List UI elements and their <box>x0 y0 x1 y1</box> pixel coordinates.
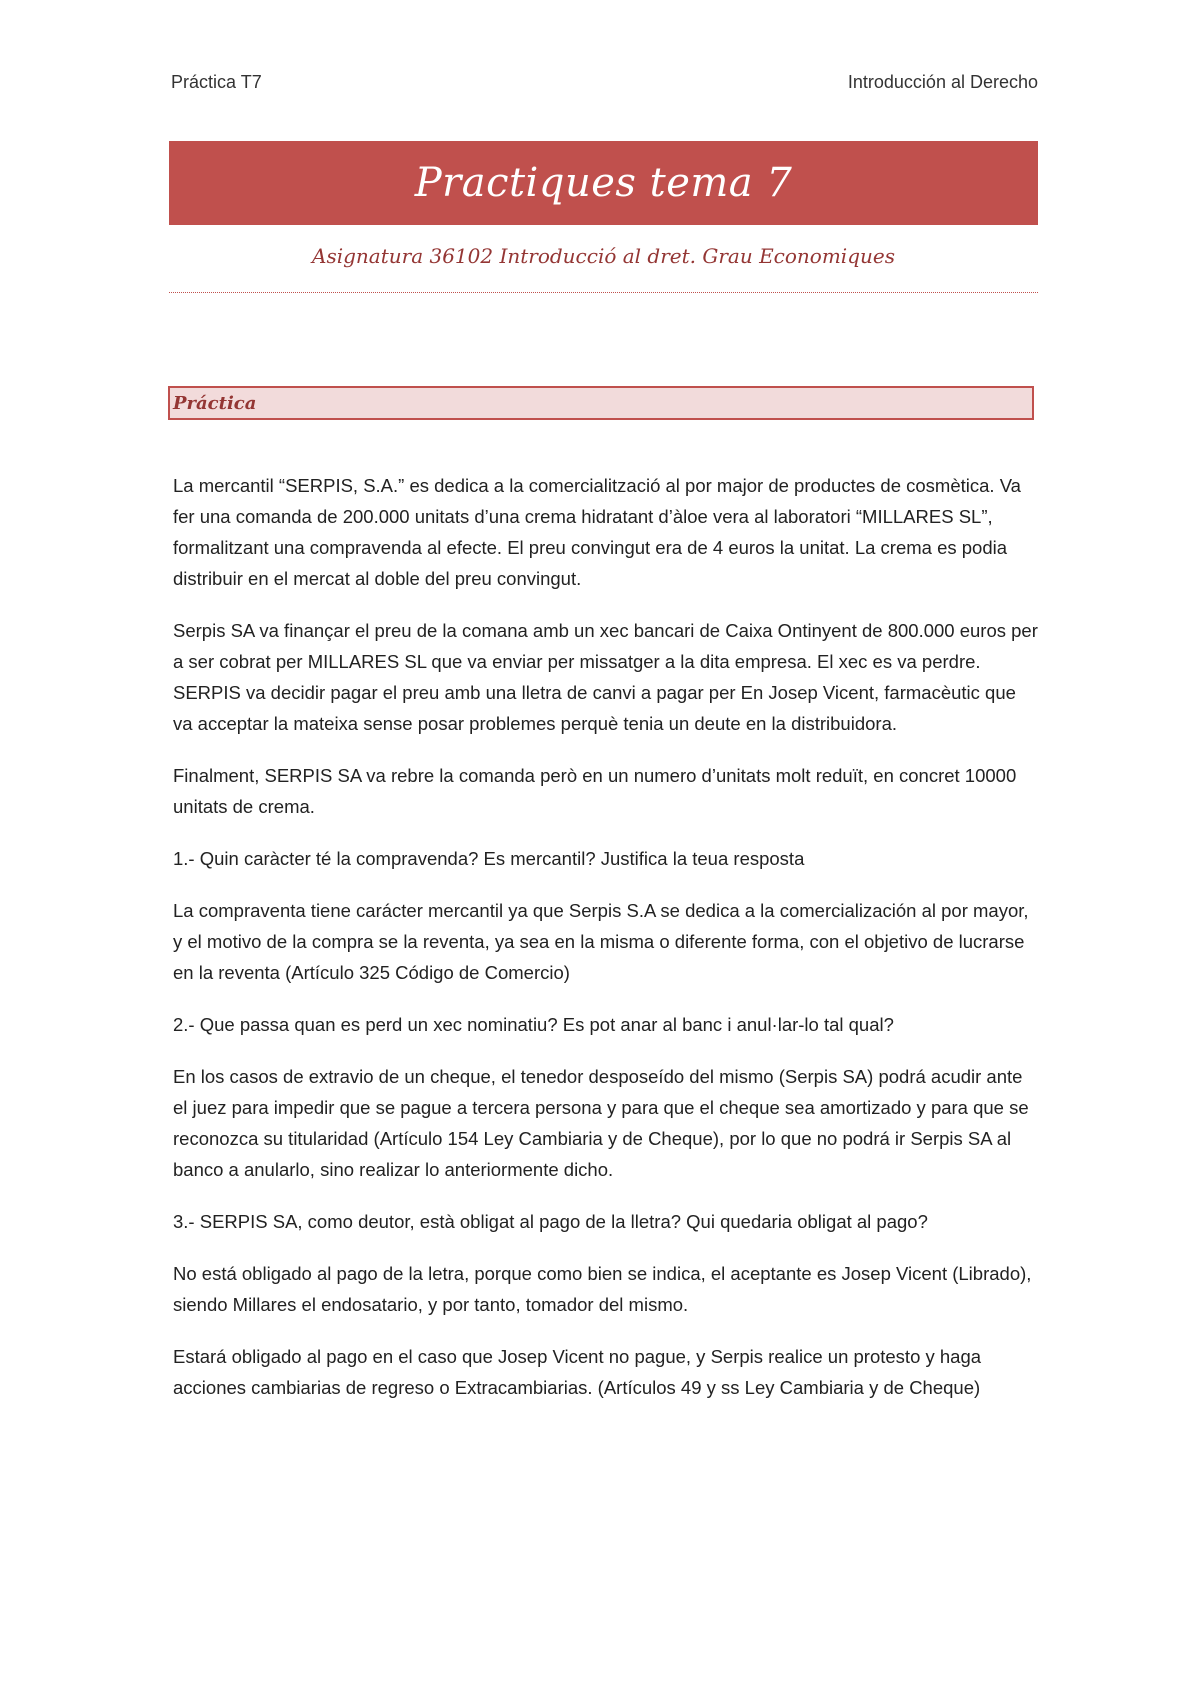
page-title: Practiques tema 7 <box>414 160 793 206</box>
header-left: Práctica T7 <box>171 72 262 92</box>
question-3: 3.- SERPIS SA, como deutor, està obligat al pago de la lletra? Qui quedaria obligat al pago? <box>173 1211 928 1232</box>
header-right: Introducción al Derecho <box>847 72 1038 92</box>
question-2: 2.- Que passa quan es perd un xec nominatiu? Es pot anar al banc i anul·lar-lo tal qual? <box>173 1014 894 1035</box>
subtitle: Asignatura 36102 Introducció al dret. Grau Economiques <box>312 244 895 268</box>
answer-3b: Estará obligado al pago en el caso que Josep Vicent no pague, y Serpis realice un protesto y haga acciones cambiarias de regreso o Extracambiarias. (Artículos 49 y ss Ley Cambiaria y de Cheque) <box>173 1346 982 1398</box>
answer-2: En los casos de extravio de un cheque, el tenedor desposeído del mismo (Serpis SA) podrá acudir ante el juez para impedir que se pague a tercera persona y para que el cheque sea amortizado y para que se reconozca su titularidad (Artículo 154 Ley Cambiaria y de Cheque), por lo que no podrá ir Serpis SA al banco a anularlo, sino realizar lo anteriormente dicho. <box>173 1066 1029 1180</box>
body-text <box>173 470 1038 1424</box>
section-heading <box>168 386 1034 420</box>
paragraph: Serpis SA va finançar el preu de la comana amb un xec bancari de Caixa Ontinyent de 800.000 euros per a ser cobrat per MILLARES SL que va enviar per missatger a la dita empresa. El xec es va perdre. SERPIS va decidir pagar el preu amb una lletra de canvi a pagar per En Josep Vicent, farmacèutic que va acceptar la mateixa sense posar problemes perquè tenia un deute en la distribuidora. <box>173 620 1038 734</box>
answer-3a: No está obligado al pago de la letra, porque como bien se indica, el aceptante es Josep Vicent (Librado), siendo Millares el endosatario, y por tanto, tomador del mismo. <box>173 1263 1032 1315</box>
question-1: 1.- Quin caràcter té la compravenda? Es mercantil? Justifica la teua resposta <box>173 848 805 869</box>
paragraph: La mercantil “SERPIS, S.A.” es dedica a la comercialització al por major de productes de cosmètica. Va fer una comanda de 200.000 unitats d’una crema hidratant d’àloe vera al laboratori “MILLARES SL”, formalitzant una compravenda al efecte. El preu convingut era de 4 euros la unitat. La crema es podia distribuir en el mercat al doble del preu convingut. <box>173 475 1021 589</box>
title-banner <box>169 141 1038 225</box>
section-heading-label: Práctica <box>173 392 257 414</box>
paragraph: Finalment, SERPIS SA va rebre la comanda però en un numero d’unitats molt reduït, en concret 10000 unitats de crema. <box>173 765 1017 817</box>
page-header <box>171 72 1038 93</box>
answer-1: La compraventa tiene carácter mercantil ya que Serpis S.A se dedica a la comercialización al por mayor, y el motivo de la compra se la reventa, ya sea en la misma o diferente forma, con el objetivo de lucrarse en la reventa (Artículo 325 Código de Comercio) <box>173 900 1029 983</box>
divider <box>169 292 1038 293</box>
